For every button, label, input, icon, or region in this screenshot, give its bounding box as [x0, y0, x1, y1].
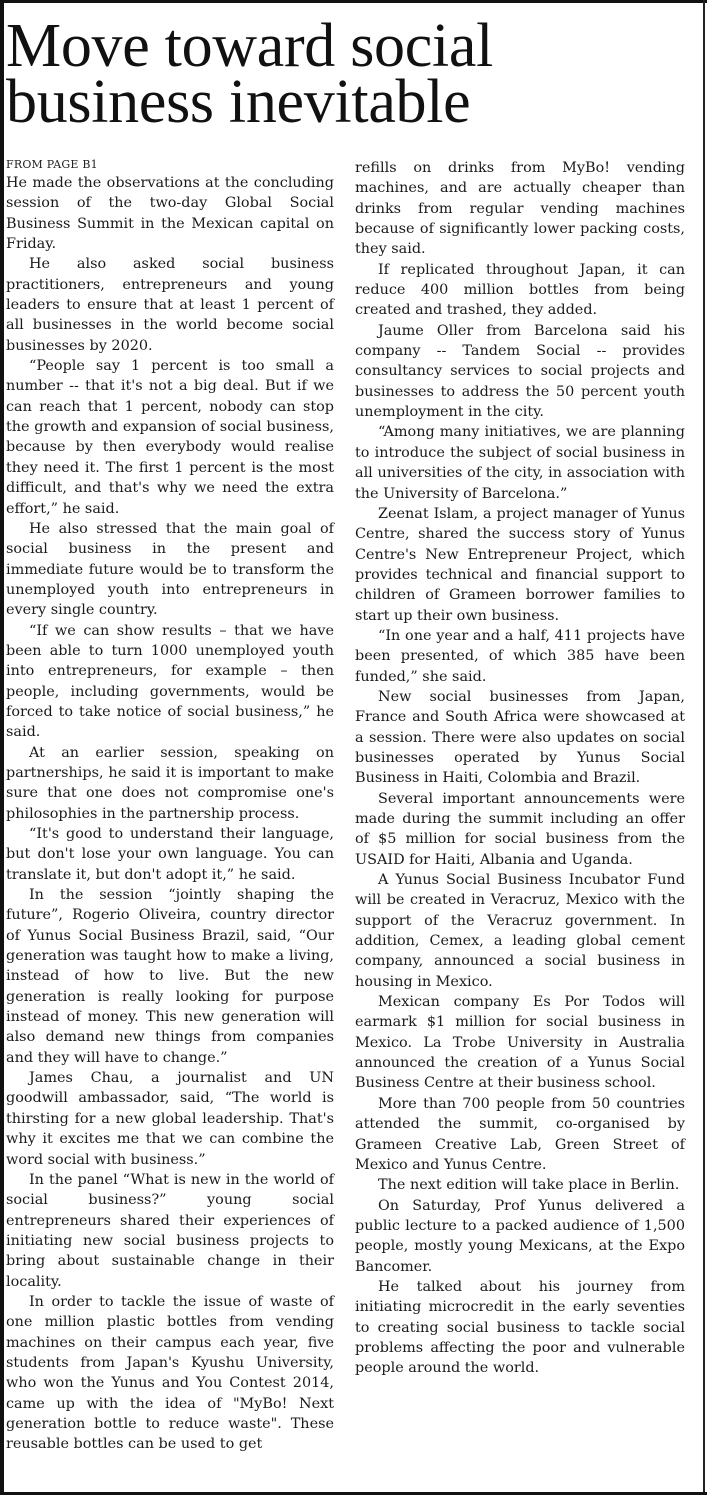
- page-border-top: [0, 0, 707, 3]
- paragraph: The next edition will take place in Berlin.: [378, 1177, 680, 1194]
- paragraph: On Saturday, Prof Yunus delivered a public lecture to a packed audience of 1,500 people, mostly young Mexicans, at the Expo Bancomer.: [355, 1197, 685, 1275]
- paragraph: If replicated throughout Japan, it can reduce 400 million bottles from being created and trashed, they added.: [355, 261, 685, 319]
- page-border-left: [0, 0, 4, 1495]
- paragraph: Jaume Oller from Barcelona said his company -- Tandem Social -- provides consultancy services to social projects and businesses to address the 50 percent youth unemployment in the city.: [355, 322, 685, 421]
- page-border-right: [703, 0, 705, 1495]
- article-column-right: [355, 158, 685, 1379]
- paragraph: James Chau, a journalist and UN goodwill ambassador, said, “The world is thirsting for a new global leadership. That's why it excites me that we can combine the word social with business.”: [6, 1070, 334, 1168]
- paragraph: Several important announcements were made during the summit including an offer of $5 million for social business from the USAID for Haiti, Albania and Uganda.: [355, 790, 685, 868]
- paragraph: “In one year and a half, 411 projects have been presented, of which 385 have been funded,” she said.: [355, 627, 685, 685]
- paragraph: He also asked social business practitioners, entrepreneurs and young leaders to ensure that at least 1 percent of all businesses in the world become social businesses by 2020.: [6, 256, 334, 354]
- paragraph: At an earlier session, speaking on partnerships, he said it is important to make sure that one does not compromise one's philosophies in the partnership process.: [6, 744, 334, 822]
- paragraph: He made the observations at the concluding session of the two-day Global Social Business Summit in the Mexican capital on Friday.: [6, 175, 334, 253]
- paragraph: In order to tackle the issue of waste of one million plastic bottles from vending machines on their campus each year, five students from Japan's Kyushu University, who won the Yunus and You Contest 2014, came up with the idea of "MyBo! Next generation bottle to reduce waste". These reusable bottles can be used to get: [6, 1293, 334, 1453]
- paragraph: More than 700 people from 50 countries attended the summit, co-organised by Grameen Creative Lab, Green Street of Mexico and Yunus Centre.: [355, 1095, 685, 1173]
- article-column-left: [6, 158, 334, 1455]
- article-headline: Move toward social business inevitable: [6, 12, 494, 136]
- paragraph: “People say 1 percent is too small a number -- that it's not a big deal. But if we can reach that 1 percent, nobody can stop the growth and expansion of social business, because by then everybody would realise they need it. The first 1 percent is the most difficult, and that's why we need the extra effort,” he said.: [6, 358, 334, 517]
- paragraph: Mexican company Es Por Todos will earmark $1 million for social business in Mexico. La Trobe University in Australia announced the creation of a Yunus Social Business Centre at their business school.: [355, 994, 685, 1092]
- paragraph: He also stressed that the main goal of social business in the present and immediate future would be to transform the unemployed youth into entrepreneurs in every single country.: [6, 520, 334, 619]
- paragraph: New social businesses from Japan, France and South Africa were showcased at a session. There were also updates on social businesses operated by Yunus Social Business in Haiti, Colombia and Brazil.: [355, 688, 685, 787]
- paragraph: Zeenat Islam, a project manager of Yunus Centre, shared the success story of Yunus Centre's New Entrepreneur Project, which provides technical and financial support to children of Grameen borrower families to start up their own business.: [355, 505, 685, 624]
- paragraph: A Yunus Social Business Incubator Fund will be created in Veracruz, Mexico with the support of the Veracruz government. In addition, Cemex, a leading global cement company, announced a social business in housing in Mexico.: [355, 872, 685, 990]
- paragraph: In the panel “What is new in the world of social business?” young social entrepreneurs shared their experiences of initiating new social business projects to bring about sustainable change in their locality.: [6, 1171, 334, 1290]
- paragraph: In the session “jointly shaping the future”, Rogerio Oliveira, country director of Yunus Social Business Brazil, said, “Our generation was taught how to make a living, instead of how to live. But the new generation is really looking for purpose instead of money. This new generation will also demand new things from companies and they will have to change.”: [6, 887, 334, 1066]
- paragraph: refills on drinks from MyBo! vending machines, and are actually cheaper than drinks from regular vending machines because of significantly lower packing costs, they said.: [355, 160, 685, 258]
- paragraph: He talked about his journey from initiating microcredit in the early seventies to creating social business to tackle social problems affecting the poor and vulnerable people around the world.: [355, 1278, 685, 1377]
- paragraph: “Among many initiatives, we are planning to introduce the subject of social business in all universities of the city, in association with the University of Barcelona.”: [355, 424, 685, 502]
- paragraph: “If we can show results – that we have been able to turn 1000 unemployed youth into entrepreneurs, for example – then people, including governments, would be forced to take notice of social business,” he said.: [6, 622, 334, 741]
- paragraph: “It's good to understand their language, but don't lose your own language. You can translate it, but don't adopt it,” he said.: [6, 826, 334, 883]
- continuation-kicker: FROM PAGE B1: [6, 158, 98, 171]
